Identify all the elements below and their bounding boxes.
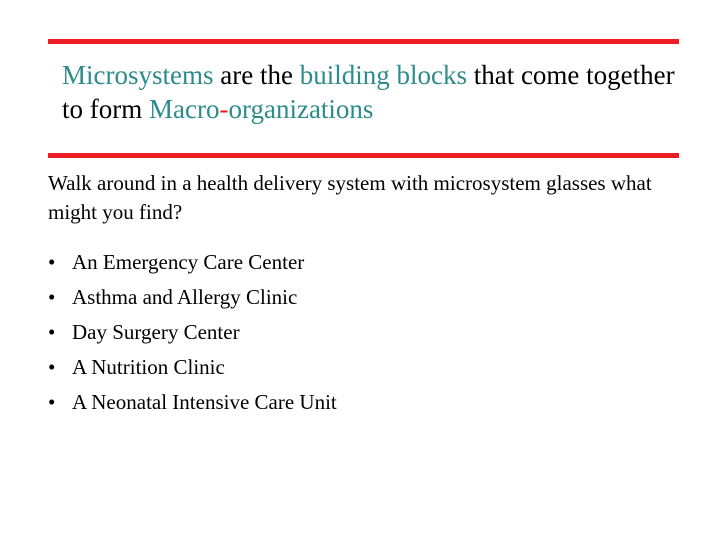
title-rule-top — [48, 39, 679, 44]
bullet-list — [48, 248, 337, 423]
title-text-2: that come together to form — [62, 60, 675, 124]
title-organizations: organizations — [228, 94, 374, 124]
list-item — [48, 248, 337, 283]
bullet-icon: • — [48, 250, 56, 274]
bullet-icon: • — [48, 320, 56, 344]
bullet-text: A Nutrition Clinic — [72, 355, 225, 379]
bullet-icon: • — [48, 355, 56, 379]
title-macro: Macro — [149, 94, 220, 124]
bullet-text: An Emergency Care Center — [72, 250, 305, 274]
title-building-blocks: building blocks — [299, 60, 467, 90]
intro-text: Walk around in a health delivery system with microsystem glasses what might you find? — [48, 171, 652, 224]
list-item — [48, 318, 337, 353]
bullet-icon: • — [48, 390, 56, 414]
list-item — [48, 388, 337, 423]
list-item — [48, 353, 337, 388]
bullet-icon: • — [48, 285, 56, 309]
bullet-text: Day Surgery Center — [72, 320, 240, 344]
title-text-1: are the — [213, 60, 300, 90]
title-microsystems: Microsystems — [62, 60, 214, 90]
title-rule-bottom — [48, 153, 679, 158]
title-hyphen: - — [219, 94, 229, 124]
slide-title — [62, 58, 702, 126]
list-item — [48, 283, 337, 318]
bullet-text: A Neonatal Intensive Care Unit — [72, 390, 337, 414]
bullet-text: Asthma and Allergy Clinic — [72, 285, 298, 309]
